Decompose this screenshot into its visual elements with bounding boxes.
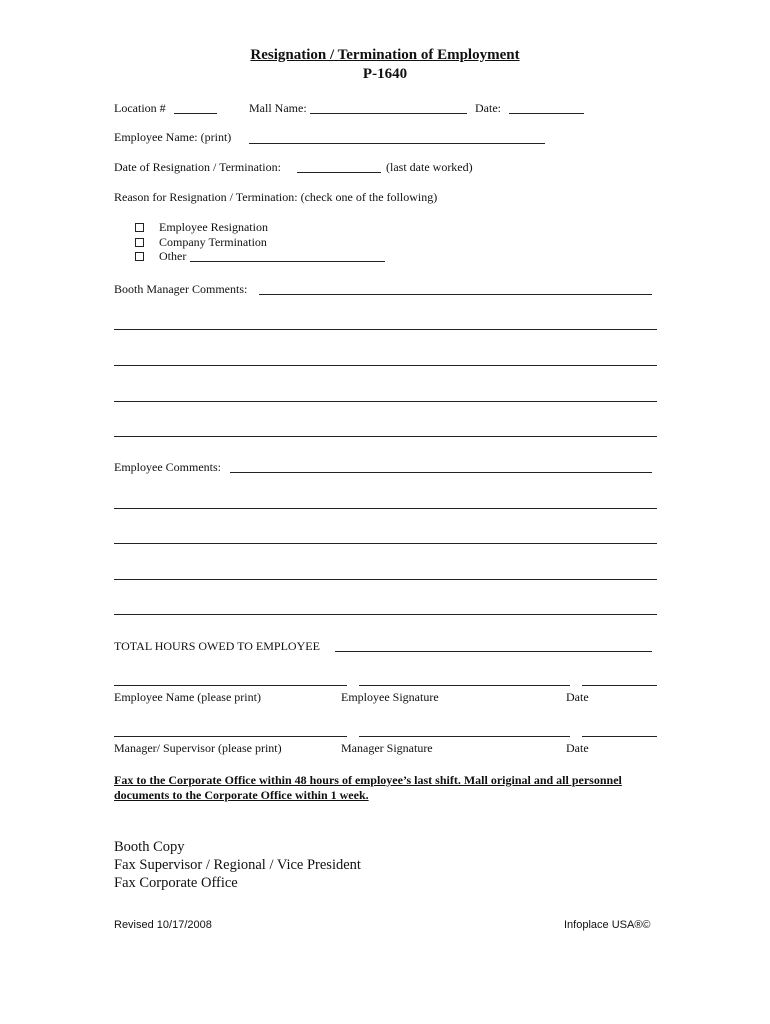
- distribution-fax-corporate: Fax Corporate Office: [114, 875, 238, 891]
- other-reason-field[interactable]: [190, 261, 385, 262]
- employee-comments-label: Employee Comments:: [114, 460, 221, 474]
- employee-comments-line[interactable]: [114, 543, 657, 544]
- employee-resignation-label: Employee Resignation: [159, 220, 268, 234]
- company-name: Infoplace USA®©: [564, 919, 651, 931]
- distribution-fax-supervisor: Fax Supervisor / Regional / Vice President: [114, 857, 361, 873]
- employee-name-print-label: Employee Name (please print): [114, 690, 261, 704]
- manager-name-print-label: Manager/ Supervisor (please print): [114, 741, 282, 755]
- employee-date-field[interactable]: [582, 685, 657, 686]
- form-title: Resignation / Termination of Employment: [250, 47, 520, 63]
- employee-comments-line[interactable]: [114, 579, 657, 580]
- fax-instructions-notice: Fax to the Corporate Office within 48 hours of employee’s last shift. Mall original and all personnel documents to the Corporate Office within 1 week.: [114, 773, 622, 802]
- other-label: Other: [159, 249, 187, 263]
- total-hours-label: TOTAL HOURS OWED TO EMPLOYEE: [114, 639, 320, 653]
- employee-resignation-checkbox[interactable]: [135, 223, 144, 232]
- other-checkbox[interactable]: [135, 252, 144, 261]
- date-label: Date:: [475, 101, 501, 115]
- employee-signature-field[interactable]: [359, 685, 570, 686]
- employee-signature-label: Employee Signature: [341, 690, 439, 704]
- booth-manager-comments-line[interactable]: [114, 401, 657, 402]
- employee-name-print-field[interactable]: [114, 685, 347, 686]
- date-field[interactable]: [509, 113, 584, 114]
- total-hours-field[interactable]: [335, 651, 652, 652]
- form-number: P-1640: [362, 66, 408, 82]
- employee-name-label: Employee Name: (print): [114, 130, 232, 144]
- manager-name-print-field[interactable]: [114, 736, 347, 737]
- termination-date-field[interactable]: [297, 172, 381, 173]
- manager-signature-label: Manager Signature: [341, 741, 433, 755]
- employee-date-label: Date: [566, 690, 589, 704]
- mall-name-field[interactable]: [310, 113, 467, 114]
- booth-manager-comments-line[interactable]: [114, 329, 657, 330]
- location-field[interactable]: [174, 113, 217, 114]
- manager-date-field[interactable]: [582, 736, 657, 737]
- company-termination-checkbox[interactable]: [135, 238, 144, 247]
- last-date-worked-note: (last date worked): [386, 160, 473, 174]
- termination-date-label: Date of Resignation / Termination:: [114, 160, 281, 174]
- booth-manager-comments-label: Booth Manager Comments:: [114, 282, 248, 296]
- booth-manager-comments-line[interactable]: [114, 365, 657, 366]
- employee-comments-line[interactable]: [114, 614, 657, 615]
- reason-label: Reason for Resignation / Termination: (check one of the following): [114, 190, 438, 204]
- manager-date-label: Date: [566, 741, 589, 755]
- company-termination-label: Company Termination: [159, 235, 267, 249]
- employee-name-field[interactable]: [249, 143, 545, 144]
- revised-date: Revised 10/17/2008: [114, 919, 212, 931]
- booth-manager-comments-line[interactable]: [114, 436, 657, 437]
- mall-name-label: Mall Name:: [249, 101, 307, 115]
- booth-manager-comments-field[interactable]: [259, 294, 652, 295]
- location-label: Location #: [114, 101, 166, 115]
- manager-signature-field[interactable]: [359, 736, 570, 737]
- employee-comments-line[interactable]: [114, 508, 657, 509]
- employee-comments-field[interactable]: [230, 472, 652, 473]
- distribution-booth-copy: Booth Copy: [114, 839, 185, 855]
